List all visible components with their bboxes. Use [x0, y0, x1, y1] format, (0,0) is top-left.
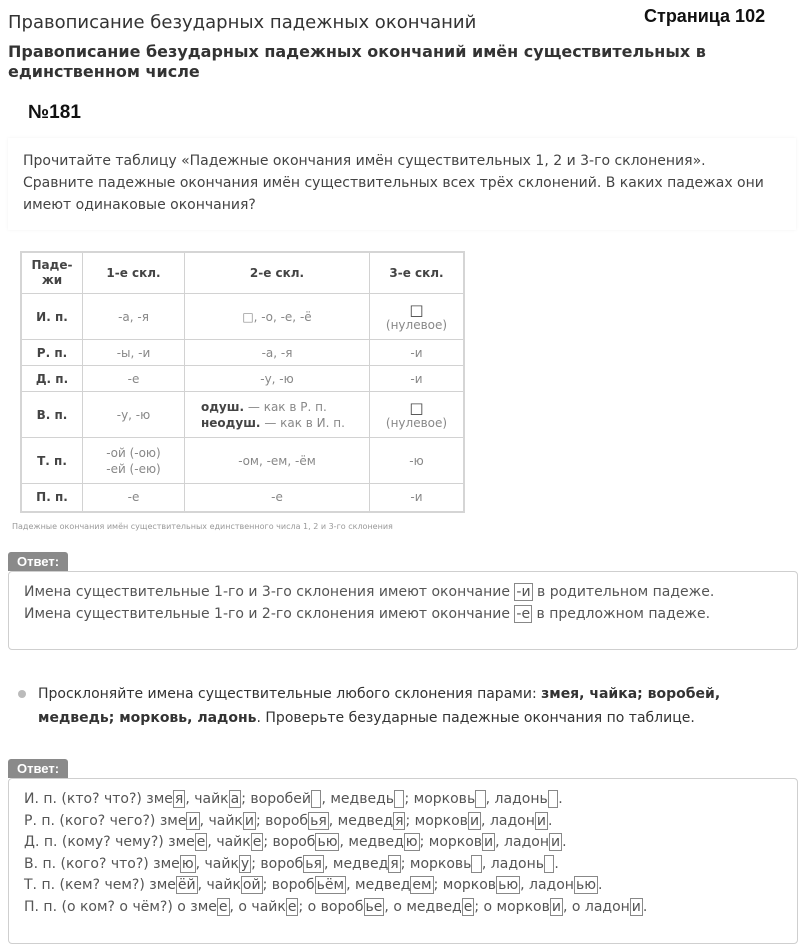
- highlighted-ending: ью: [498, 877, 519, 893]
- ending-cell: -а, -я: [83, 294, 185, 340]
- ending-cell: □, -о, -е, -ё: [185, 294, 370, 340]
- exercise-number: №181: [28, 102, 81, 123]
- ending-cell: -у, -ю: [83, 392, 185, 438]
- word-text: , медвед: [323, 855, 389, 872]
- word-text: , ладонь: [481, 855, 544, 872]
- highlighted-ending: и: [550, 834, 561, 850]
- word-text: Т. п. (кем? чем?) зме: [24, 877, 176, 893]
- word-text: И. п. (кто? что?) зме: [24, 791, 173, 807]
- zero-ending-label: (нулевое): [385, 317, 448, 332]
- highlighted-ending: [548, 790, 558, 808]
- ending-cell: -ом, -ем, -ём: [185, 438, 370, 484]
- zero-ending-box: □: [409, 398, 424, 417]
- highlighted-ending: ью: [575, 877, 596, 893]
- section-title: Правописание безударных падежных окончаний: [8, 12, 477, 33]
- highlighted-ending: и: [244, 812, 254, 829]
- highlighted-ending: и: [631, 898, 641, 915]
- word-text: , медвед: [328, 812, 394, 829]
- highlighted-ending: ем: [412, 877, 432, 893]
- word-text: , о медвед: [384, 898, 462, 915]
- highlighted-ending: и: [536, 812, 546, 829]
- word-text: , чайк: [197, 877, 241, 893]
- ending-cell: -е: [83, 366, 185, 392]
- word-text: .: [554, 855, 559, 872]
- word-text: , медвед: [346, 877, 411, 893]
- ending-cell: -ю: [370, 438, 465, 484]
- word-text: .: [597, 877, 603, 893]
- word-text: ; вороб: [262, 877, 315, 893]
- highlighted-ending: е: [287, 898, 297, 915]
- declension-table: [20, 251, 465, 513]
- task-card: [8, 138, 796, 230]
- declension-line: [24, 897, 782, 919]
- highlighted-ending: и: [551, 898, 561, 915]
- highlighted-ending: ьём: [316, 877, 345, 893]
- word-text: , чайк: [195, 855, 239, 872]
- highlighted-ending: ья: [305, 855, 322, 872]
- word-text: ; вороб: [263, 834, 316, 850]
- case-label: Р. п.: [21, 340, 83, 366]
- answer-block-2: [8, 758, 798, 944]
- table-caption: Падежные окончания имён существительных единственного числа 1, 2 и 3-го склонения: [12, 522, 393, 531]
- ending-cell: [83, 438, 185, 484]
- ending-cell: -и: [370, 366, 465, 392]
- word-text: ; о морков: [474, 898, 550, 915]
- case-label: П. п.: [21, 484, 83, 512]
- ending-cell: -у, -ю: [185, 366, 370, 392]
- case-label: В. п.: [21, 392, 83, 438]
- word-text: , ладон: [520, 877, 574, 893]
- highlighted-ending: -е: [516, 605, 531, 622]
- ending-cell: [370, 294, 465, 340]
- highlighted-ending: [471, 855, 481, 873]
- header-decl-3: 3-е скл.: [370, 252, 465, 294]
- highlighted-ending: е: [218, 898, 228, 915]
- word-text: ; морков: [405, 812, 468, 829]
- header-cases: Паде- жи: [21, 252, 83, 294]
- answer-line: Имена существительные 1-го и 2-го склонения имеют окончание -е в предложном падеже.: [24, 605, 711, 622]
- highlighted-ending: ю: [405, 834, 418, 850]
- word-pairs: змея, чайка; воробей, медведь; морковь, ладонь: [38, 686, 721, 726]
- bullet-icon: [18, 690, 26, 698]
- animate-label: одуш.: [201, 399, 245, 414]
- word-text: , ладон: [481, 812, 535, 829]
- word-text: , о ладон: [562, 898, 630, 915]
- answer-box: [8, 778, 798, 944]
- highlighted-ending: ья: [310, 812, 327, 829]
- highlighted-ending: [475, 790, 485, 808]
- highlighted-ending: е: [196, 834, 206, 850]
- highlighted-ending: и: [484, 834, 494, 850]
- highlighted-ending: ёй: [177, 877, 196, 893]
- declension-line: [24, 789, 782, 811]
- word-text: ; воробей: [241, 791, 312, 807]
- highlighted-ending: ью: [317, 834, 338, 850]
- highlighted-ending: -и: [516, 584, 531, 600]
- header-decl-2: 2-е скл.: [185, 252, 370, 294]
- page-number: Страница 102: [644, 6, 766, 26]
- zero-ending-box: □: [409, 300, 424, 319]
- word-text: , медвед: [339, 834, 404, 850]
- word-text: .: [547, 812, 553, 829]
- page-subtitle: Правописание безударных падежных окончаний имён существительных в единственном числе: [8, 42, 706, 81]
- word-text: ; морков: [419, 834, 483, 850]
- declension-line: [24, 875, 782, 897]
- ending-cell: -а, -я: [185, 340, 370, 366]
- word-text: , ладонь: [485, 791, 548, 807]
- word-text: Р. п. (кого? чего?) зме: [24, 812, 187, 829]
- word-text: .: [558, 791, 563, 807]
- declension-line: [24, 811, 782, 833]
- ending-line: -ой (-ою): [106, 445, 161, 460]
- word-text: ; морковь: [400, 855, 472, 872]
- answer-block-1: [8, 551, 798, 650]
- answer-box: [8, 571, 798, 650]
- word-text: Д. п. (кому? чему?) зме: [24, 834, 195, 850]
- ending-cell: [370, 392, 465, 438]
- highlighted-ending: ю: [181, 855, 194, 872]
- declension-line: [24, 854, 782, 876]
- highlighted-ending: и: [188, 812, 198, 829]
- zero-ending-label: (нулевое): [385, 415, 448, 430]
- word-text: , чайк: [207, 834, 251, 850]
- word-text: .: [562, 834, 567, 850]
- case-label: Д. п.: [21, 366, 83, 392]
- highlighted-ending: [544, 855, 554, 873]
- word-text: , чайк: [199, 812, 243, 829]
- highlighted-ending: е: [252, 834, 262, 850]
- ending-cell: -и: [370, 484, 465, 512]
- ending-cell: -и: [370, 340, 465, 366]
- answer-tag: Ответ:: [8, 552, 68, 571]
- ending-cell: [185, 392, 370, 438]
- header-decl-1: 1-е скл.: [83, 252, 185, 294]
- task-line: имеют одинаковые окончания?: [23, 197, 256, 213]
- word-text: ; о вороб: [298, 898, 364, 915]
- highlighted-ending: у: [240, 855, 250, 872]
- highlighted-ending: я: [390, 855, 399, 872]
- word-text: .: [642, 898, 648, 915]
- highlighted-ending: а: [230, 791, 240, 807]
- word-text: , чайк: [185, 791, 229, 807]
- ending-line: -ей (-ею): [106, 461, 161, 476]
- ending-cell: -е: [83, 484, 185, 512]
- case-label: Т. п.: [21, 438, 83, 484]
- bullet-task: Просклоняйте имена существительные любого склонения парами: змея, чайка; воробей, медведь; морковь, ладонь. Проверьте безударные падежные окончания по таблице.: [38, 686, 721, 726]
- word-text: ; вороб: [255, 812, 309, 829]
- highlighted-ending: е: [463, 898, 473, 915]
- answer-tag: Ответ:: [8, 759, 68, 778]
- word-text: , о чайк: [229, 898, 286, 915]
- word-text: ; морков: [433, 877, 497, 893]
- inanimate-rule: — как в И. п.: [260, 415, 345, 430]
- highlighted-ending: я: [395, 812, 404, 829]
- word-text: , ладон: [495, 834, 549, 850]
- word-text: ; морковь: [404, 791, 476, 807]
- answer-line: Имена существительные 1-го и 3-го склонения имеют окончание -и в родительном падеже.: [24, 584, 715, 600]
- inanimate-label: неодуш.: [201, 415, 261, 430]
- task-line: Сравните падежные окончания имён существительных всех трёх склонений. В каких падежах они: [23, 175, 764, 191]
- highlighted-ending: и: [469, 812, 480, 829]
- highlighted-ending: [394, 790, 404, 808]
- word-text: П. п. (о ком? о чём?) о зме: [24, 898, 217, 915]
- animate-rule: — как в Р. п.: [244, 399, 327, 414]
- ending-cell: -е: [185, 484, 370, 512]
- ending-cell: -ы, -и: [83, 340, 185, 366]
- task-line: Прочитайте таблицу «Падежные окончания имён существительных 1, 2 и 3-го склонения».: [23, 153, 706, 169]
- word-text: ; вороб: [251, 855, 304, 872]
- case-label: И. п.: [21, 294, 83, 340]
- highlighted-ending: я: [174, 791, 184, 807]
- word-text: В. п. (кого? что?) зме: [24, 855, 180, 872]
- highlighted-ending: ой: [242, 877, 261, 893]
- highlighted-ending: ье: [365, 898, 383, 915]
- highlighted-ending: [311, 790, 321, 808]
- declension-line: [24, 832, 782, 854]
- word-text: , медведь: [321, 791, 395, 807]
